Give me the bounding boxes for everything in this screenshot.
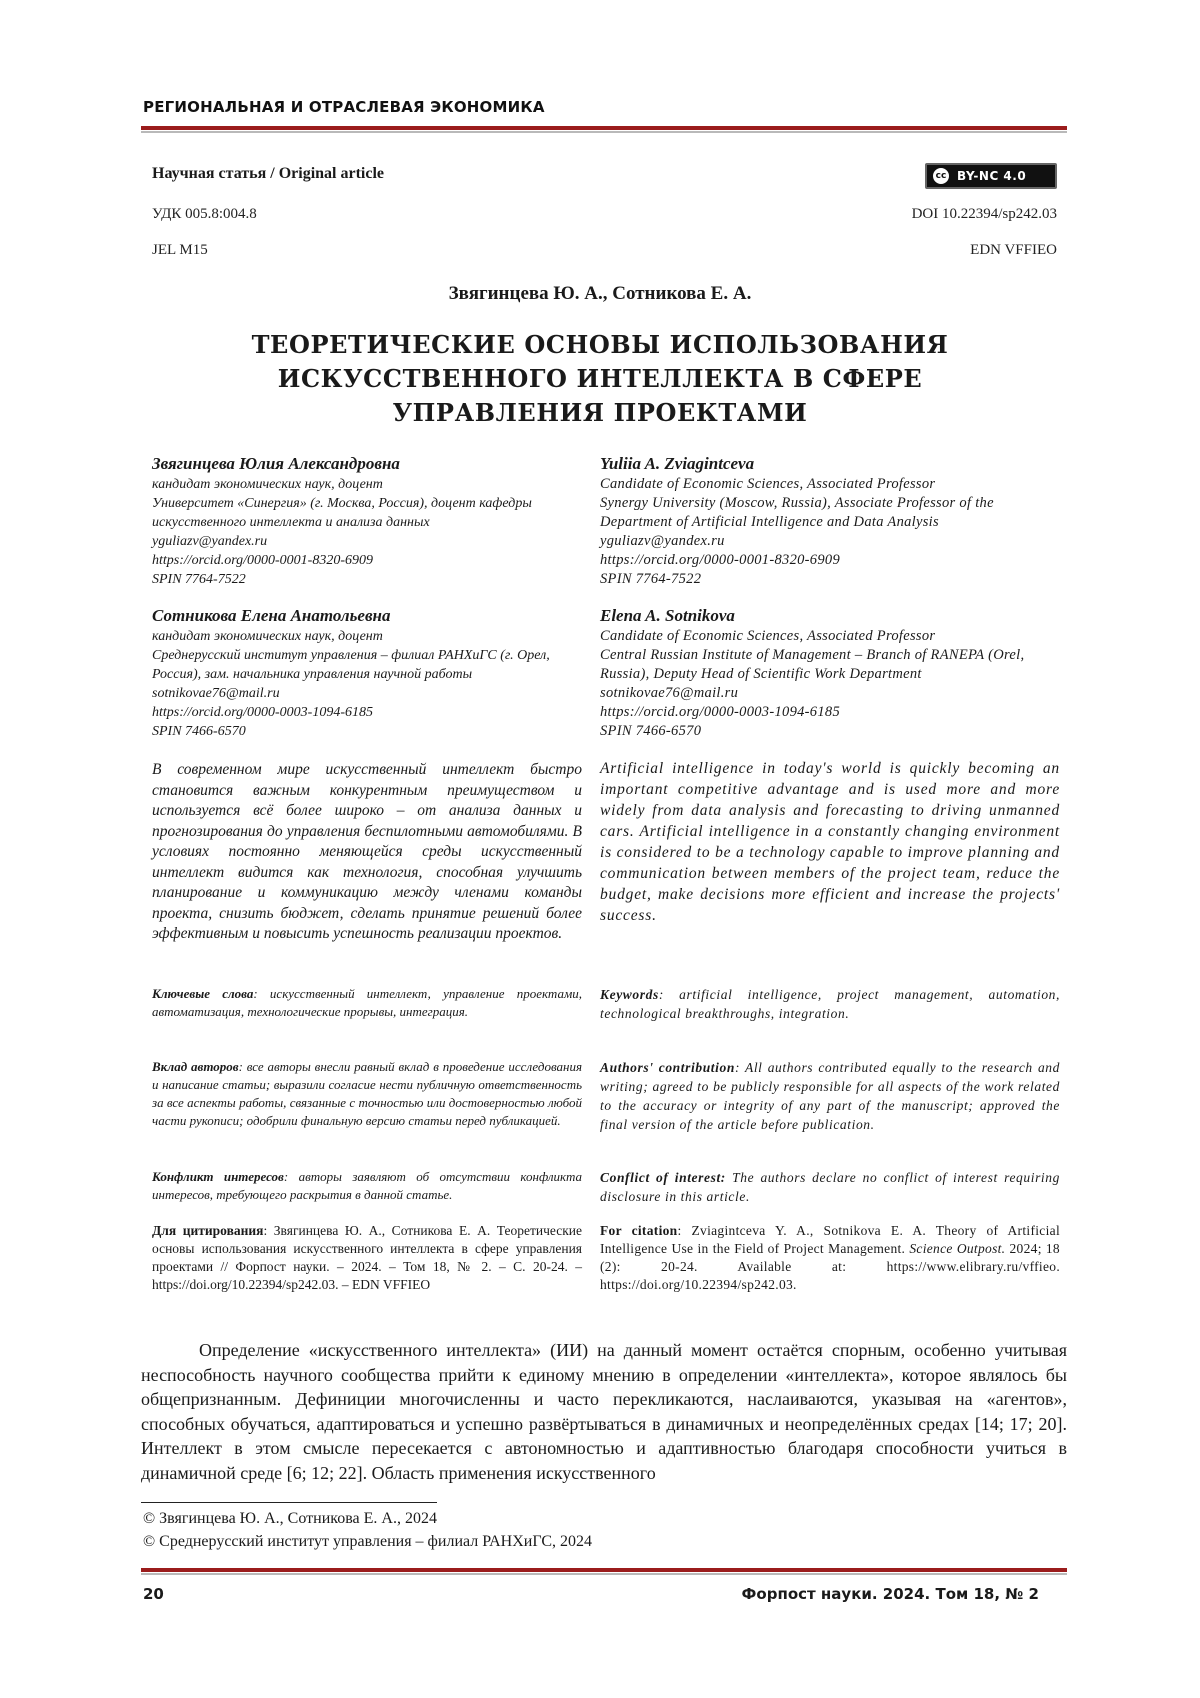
page-number: 20 xyxy=(143,1585,164,1603)
citation-ru xyxy=(152,1222,582,1294)
author2-ru-affiliation: Среднерусский институт управления – филиал РАНХиГС (г. Орел, Россия), зам. начальника управления научной работы xyxy=(152,648,550,682)
footer-rule-grey xyxy=(141,1573,1067,1575)
author2-en-orcid[interactable]: https://orcid.org/0000-0003-1094-6185 xyxy=(600,704,840,720)
body-paragraph: Определение «искусственного интеллекта» (ИИ) на данный момент остаётся спорным, особенно учитывая неспособность научного сообщества прийти к единому мнению в определении «интеллекта», которое являлось бы общепризнанным. Дефиниции многочисленны и часто перекликаются, наслаиваются, указывая на «агентов», способных обучаться, адаптироваться и успешно развёртываться в динамичных и неопределённых средах [14; 17; 20]. Интеллект в этом смысле пересекается с автономностью и адаптивностью благодаря способности учиться в динамичной среде [6; 12; 22]. Область применения искусственного xyxy=(141,1340,1067,1483)
title-line-2: ИСКУССТВЕННОГО ИНТЕЛЛЕКТА В СФЕРЕ xyxy=(277,364,923,393)
abstract-en: Artificial intelligence in today's world is quickly becoming an important competitive advantage and is used more and more widely from data analysis and forecasting to driving unmanned cars. Artificial intelligence in a constantly changing environment is considered to be a technology capable to improve planning and communication between members of the project team, reduce the budget, make decisions more efficient and increase the projects' success. xyxy=(600,760,1060,924)
conflict-ru xyxy=(152,1168,582,1204)
author2-en-degree: Candidate of Economic Sciences, Associated Professor xyxy=(600,628,936,644)
conflict-en-label: Conflict of interest: xyxy=(600,1170,726,1185)
citation-en xyxy=(600,1222,1060,1294)
section-header: РЕГИОНАЛЬНАЯ И ОТРАСЛЕВАЯ ЭКОНОМИКА xyxy=(143,98,545,116)
contribution-en-text: : All authors contributed equally to the research and writing; agreed to be publicly responsible for all aspects of the work related to the accuracy or integrity of any part of the manuscript; approved the final version of the article before publication. xyxy=(600,1060,1060,1132)
article-type: Научная статья / Original article xyxy=(152,165,384,182)
author1-en-email[interactable]: yguliazv@yandex.ru xyxy=(600,533,725,549)
citation-en-text-a: : Zviagintceva Y. A., Sotnikova E. A. Theory of Artificial Intelligence Use in the Field of Project Management. xyxy=(600,1223,1060,1256)
citation-en-journal: Science Outpost. xyxy=(909,1241,1006,1256)
jel-code: JEL M15 xyxy=(152,242,208,258)
author2-ru-name: Сотникова Елена Анатольевна xyxy=(152,606,391,625)
keywords-ru-text: : искусственный интеллект, управление проектами, автоматизация, технологические прорывы, интеграция. xyxy=(152,986,582,1019)
author1-en-degree: Candidate of Economic Sciences, Associated Professor xyxy=(600,476,936,492)
citation-en-label: For citation xyxy=(600,1223,678,1238)
author2-en-affiliation: Central Russian Institute of Management – Branch of RANEPA (Orel, Russia), Deputy Head of Scientific Work Department xyxy=(600,647,1025,682)
footer-rule-red xyxy=(141,1568,1067,1572)
keywords-en-text: : artificial intelligence, project management, automation, technological breakthroughs, integration. xyxy=(600,987,1060,1021)
author1-en-name: Yuliia A. Zviagintceva xyxy=(600,454,755,473)
author2-ru-orcid[interactable]: https://orcid.org/0000-0003-1094-6185 xyxy=(152,705,374,720)
conflict-ru-text: : авторы заявляют об отсутствии конфликта интересов, требующего раскрытия в данной статье. xyxy=(152,1169,582,1202)
author1-ru-degree: кандидат экономических наук, доцент xyxy=(152,477,383,492)
conflict-en-text: The authors declare no conflict of interest requiring disclosure in this article. xyxy=(600,1170,1060,1204)
footnote-copyright-institute: © Среднерусский институт управления – филиал РАНХиГС, 2024 xyxy=(143,1533,593,1550)
contribution-en xyxy=(600,1058,1060,1134)
keywords-ru-label: Ключевые слова xyxy=(152,986,254,1001)
author2-en-spin: SPIN 7466-6570 xyxy=(600,723,702,739)
author1-en-orcid[interactable]: https://orcid.org/0000-0001-8320-6909 xyxy=(600,552,840,568)
author1-ru-email[interactable]: yguliazv@yandex.ru xyxy=(152,534,268,549)
cc-icon: cc xyxy=(931,166,951,186)
keywords-ru xyxy=(152,985,582,1021)
conflict-ru-label: Конфликт интересов xyxy=(152,1169,284,1184)
article-title xyxy=(200,328,1000,430)
header-rule-red xyxy=(141,126,1067,130)
author2-en-name: Elena A. Sotnikova xyxy=(600,606,735,625)
author2-ru-email[interactable]: sotnikovae76@mail.ru xyxy=(152,686,280,701)
author1-ru-orcid[interactable]: https://orcid.org/0000-0001-8320-6909 xyxy=(152,553,374,568)
keywords-en-label: Keywords xyxy=(600,987,659,1002)
author1-ru-affiliation: Университет «Синергия» (г. Москва, Россия), доцент кафедры искусственного интеллекта и анализа данных xyxy=(152,496,532,530)
footnote-copyright-authors: © Звягинцева Ю. А., Сотникова Е. А., 2024 xyxy=(143,1510,437,1527)
authors-line: Звягинцева Ю. А., Сотникова Е. А. xyxy=(448,283,752,304)
header-rule-grey xyxy=(141,131,1067,133)
author1-ru-spin: SPIN 7764-7522 xyxy=(152,572,246,587)
edn-code: EDN VFFIEO xyxy=(970,242,1057,258)
keywords-en xyxy=(600,985,1060,1023)
title-line-1: ТЕОРЕТИЧЕСКИЕ ОСНОВЫ ИСПОЛЬЗОВАНИЯ xyxy=(251,330,949,359)
body-text xyxy=(141,1338,1067,1485)
license-badge xyxy=(925,163,1057,189)
footnote-rule xyxy=(141,1502,437,1503)
citation-ru-label: Для цитирования xyxy=(152,1223,264,1238)
title-line-3: УПРАВЛЕНИЯ ПРОЕКТАМИ xyxy=(392,398,808,427)
contribution-ru xyxy=(152,1058,582,1130)
author2-en-email[interactable]: sotnikovae76@mail.ru xyxy=(600,685,739,701)
udc-code: УДК 005.8:004.8 xyxy=(152,206,257,222)
doi: DOI 10.22394/sp242.03 xyxy=(911,206,1057,222)
author2-ru-block xyxy=(152,605,582,741)
conflict-en xyxy=(600,1168,1060,1206)
author2-ru-spin: SPIN 7466-6570 xyxy=(152,724,246,739)
abstract-ru: В современном мире искусственный интеллект быстро становится важным конкурентным преимуществом и используется всё более широко – от анализа данных и прогнозирования до управления беспилотными автомобилями. В условиях постоянно меняющейся среды искусственный интеллект видится как технология, способная улучшить планирование и коммуникацию между членами команды проекта, снизить бюджет, сделать принятие решений более эффективным и повысить успешность реализации проектов. xyxy=(152,761,582,942)
contribution-en-label: Authors' contribution xyxy=(600,1060,735,1075)
author1-en-block xyxy=(600,453,1060,589)
contribution-ru-text: : все авторы внесли равный вклад в проведение исследования и написание статьи; выразили согласие нести публичную ответственность за все аспекты работы, связанные с точностью или достоверностью любой части рукописи; одобрили финальную версию статьи перед публикацией. xyxy=(152,1059,582,1128)
author1-ru-block xyxy=(152,453,582,589)
author2-en-block xyxy=(600,605,1060,741)
citation-en-text-b: 2024; 18 (2): 20-24. Available at: https://www.elibrary.ru/vffieo. https://doi.org/10.22394/sp242.03. xyxy=(600,1241,1060,1292)
journal-issue: Форпост науки. 2024. Том 18, № 2 xyxy=(741,1585,1039,1603)
author1-en-affiliation: Synergy University (Moscow, Russia), Associate Professor of the Department of Artificial Intelligence and Data Analysis xyxy=(600,495,994,530)
citation-ru-text: : Звягинцева Ю. А., Сотникова Е. А. Теоретические основы использования искусственного интеллекта в сфере управления проектами // Форпост науки. – 2024. – Том 18, № 2. – С. 20-24. – https://doi.org/10.22394/sp242.03. – EDN VFFIEO xyxy=(152,1223,582,1292)
author1-en-spin: SPIN 7764-7522 xyxy=(600,571,702,587)
author2-ru-degree: кандидат экономических наук, доцент xyxy=(152,629,383,644)
contribution-ru-label: Вклад авторов xyxy=(152,1059,239,1074)
license-text: BY-NC 4.0 xyxy=(957,169,1027,183)
author1-ru-name: Звягинцева Юлия Александровна xyxy=(152,454,400,473)
